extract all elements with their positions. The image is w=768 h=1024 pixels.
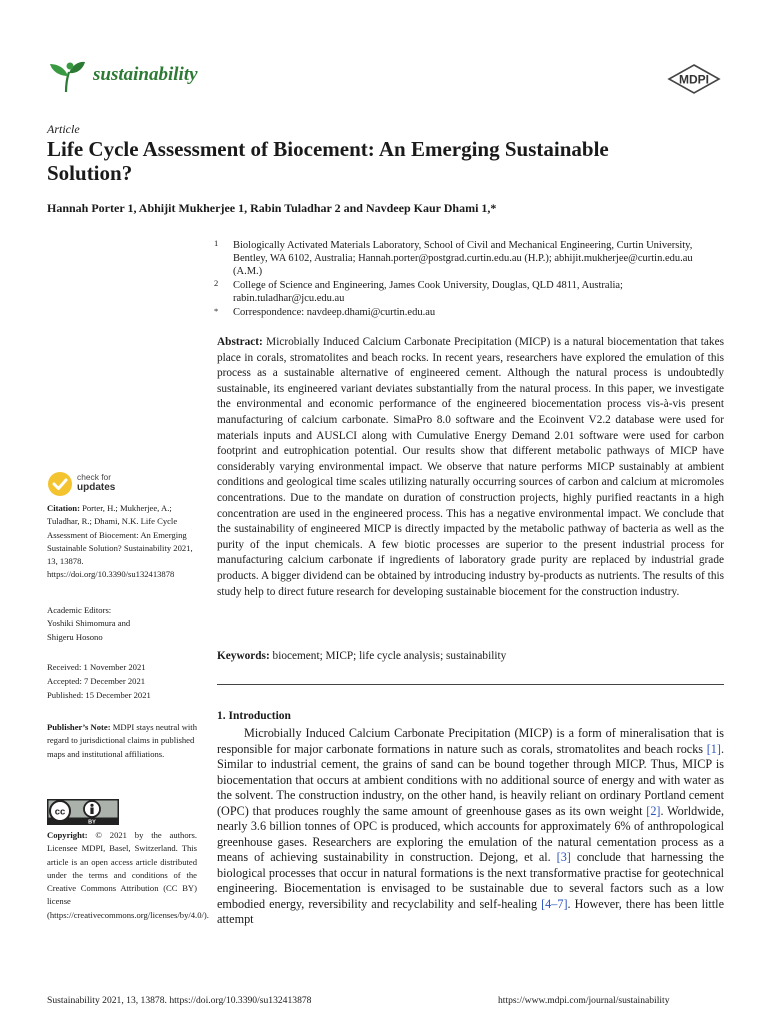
check-updates-icon [47,471,73,497]
footer-journal-url[interactable]: https://www.mdpi.com/journal/sustainability [498,995,670,1006]
ref-link-3[interactable]: [3] [556,850,571,864]
article-title: Life Cycle Assessment of Biocement: An Emerging Sustainable Solution? [47,137,609,185]
affiliation-mark-1: 1 [214,238,219,248]
svg-text:BY: BY [88,819,96,825]
ref-link-1[interactable]: [1] [706,741,721,756]
publisher-note-text: MDPI stays neutral with regard to jurisdictional claims in published maps and institutional affiliations. [47,722,197,759]
affiliation-mark-corr: * [214,306,219,316]
abstract-text: Microbially Induced Calcium Carbonate Precipitation (MICP) is a natural biocementation that takes place in corals, stromatolites and beach rocks. In recent years, researchers have explored the emulation of this process as a sustainable alternative of engineered cement. Although the natural process is undoubtedly sustainable, its engineered variant deviates substantially from the natural process. In this paper, we investigate the environmental and economic performance of the engineered biocementation process vis-à-vis present manufacturing of calcium carbonate. SimaPro 8.0 software and the Ecoinvent V2.2 database were used for materials inputs and AUSLCI along with Cumulative Energy Demand 2.01 software were used for carbon footprint and eutrophication potential. Our results show that different metabolic pathways of MICP have considerably varying environmental impact. We observe that nature performs MICP sustainably at ambient conditions and geological time scales utilizing naturally occurring sources of carbon and calcium at micromoles concentrations. Due to the mandate on duration of construction projects, highly purified reactants in a high concentration are used in the engineered process. This has a negative environmental impact. We conclude that the sustainability of engineered MICP is directly impacted by the metabolic pathway of bacteria as well as the purity of the input chemicals. A few biotic processes are superior to the present industrial process for manufacturing calcium carbonate if ingredients of laboratory grade purity are replaced by industrial grade products. A bigger dividend can be obtained by introducing industry by-products as nutrients. The results of this study help to direct future research for developing sustainable biocement for the construction industry. [217,336,724,598]
cc-by-license-icon[interactable] [47,799,119,825]
copyright-label: Copyright: [47,830,88,840]
publisher-note [47,721,197,761]
citation-label: Citation: [47,503,80,513]
keywords-text: biocement; MICP; life cycle analysis; sustainability [272,650,507,662]
journal-logo-icon [47,58,87,94]
intro-text-4: conclude that harnessing the biological processes that occur in natural formations is the next transformative practise for geotechnical engineering. Biocementation is envisaged to be sustainable due to several factors such as a low embodied energy, reversibility and recyclability and self-healing [217,850,724,911]
abstract-label: Abstract: [217,336,263,348]
copyright-text: © 2021 by the authors. Licensee MDPI, Basel, Switzerland. This article is an open access article distributed under the terms and conditions of the Creative Commons Attribution (CC BY) license (https://creativecommons.org/licenses/by/4.0/). [47,830,209,920]
check-updates-line1: check for [77,472,111,482]
check-for-updates-badge[interactable] [47,471,197,497]
section-divider [217,684,724,685]
citation-text: Porter, H.; Mukherjee, A.; Tuladhar, R.; Dhami, N.K. Life Cycle Assessment of Biocement: An Emerging Sustainable Solution? Sustainability 2021, 13, 13878. https://doi.org/10.3390/su132413878 [47,503,193,580]
journal-name: sustainability [93,64,198,85]
received-date: Received: 1 November 2021 [47,662,146,672]
intro-text-3: . Worldwide, nearly 3.6 billion tonnes of OPC is produced, which accounts for approximately 6% of anthropological greenhouse gases. Researchers are exploring the emulation of the natural cementation process as a means of achieving sustainability in construction. Dejong, et al. [217,803,725,864]
ref-link-4[interactable]: [4–7] [541,896,568,911]
footer-citation: Sustainability 2021, 13, 13878. https://doi.org/10.3390/su132413878 [47,995,312,1006]
intro-text-5: . However, there has been little attempt [217,896,724,926]
published-date: Published: 15 December 2021 [47,690,151,700]
check-updates-line2: updates [77,482,116,493]
intro-text-2: . Similar to industrial cement, the grains of sand can be bound together through MICP. Thus, MICP is biocementation that occurs at ambient conditions with no additional source of energy and with water as the solvent. The construction industry, on the other hand, is heavily reliant on ordinary Portland cement (OPC) that produces roughly the same amount of greenhouse gases as its own weight [217,741,724,818]
citation [47,502,197,582]
svg-text:cc: cc [54,806,66,818]
correspondence: Correspondence: navdeep.dhami@curtin.edu.au [233,307,436,318]
publisher-note-label: Publisher’s Note: [47,722,111,732]
abstract [217,335,724,600]
mdpi-logo-icon [667,64,721,94]
academic-editor-1: Yoshiki Shimomura and [47,618,131,628]
accepted-date: Accepted: 7 December 2021 [47,676,146,686]
keywords-label: Keywords: [217,650,270,662]
mdpi-logo-text: MDPI [679,72,709,87]
affiliation-2: College of Science and Engineering, James Cook University, Douglas, QLD 4811, Australia; rabin.tuladhar@jcu.edu.au [233,280,623,305]
affiliation-mark-2: 2 [214,278,219,288]
academic-editor-2: Shigeru Hosono [47,632,103,642]
academic-editors-label: Academic Editors: [47,605,112,615]
affiliation-1: Biologically Activated Materials Laboratory, School of Civil and Mechanical Engineering, Curtin University, Bentley, WA 6102, Australia; Hannah.porter@postgrad.curtin.edu.au (H.P.); abhijit.mukherjee@curtin.edu.au (A.M.) [233,240,693,278]
intro-text-1: Microbially Induced Calcium Carbonate Precipitation (MICP) is a form of mineralisation that is responsible for major carbonate formations in nature such as corals, stromatolites and beach rocks [217,726,724,756]
ref-link-2[interactable]: [2] [646,803,661,818]
keywords [217,650,724,662]
article-type: Article [47,122,80,136]
copyright [47,829,209,922]
authors: Hannah Porter 1, Abhijit Mukherjee 1, Rabin Tuladhar 2 and Navdeep Kaur Dhami 1,* [47,201,497,215]
intro-paragraph [217,726,724,928]
section-title: 1. Introduction [217,710,291,722]
